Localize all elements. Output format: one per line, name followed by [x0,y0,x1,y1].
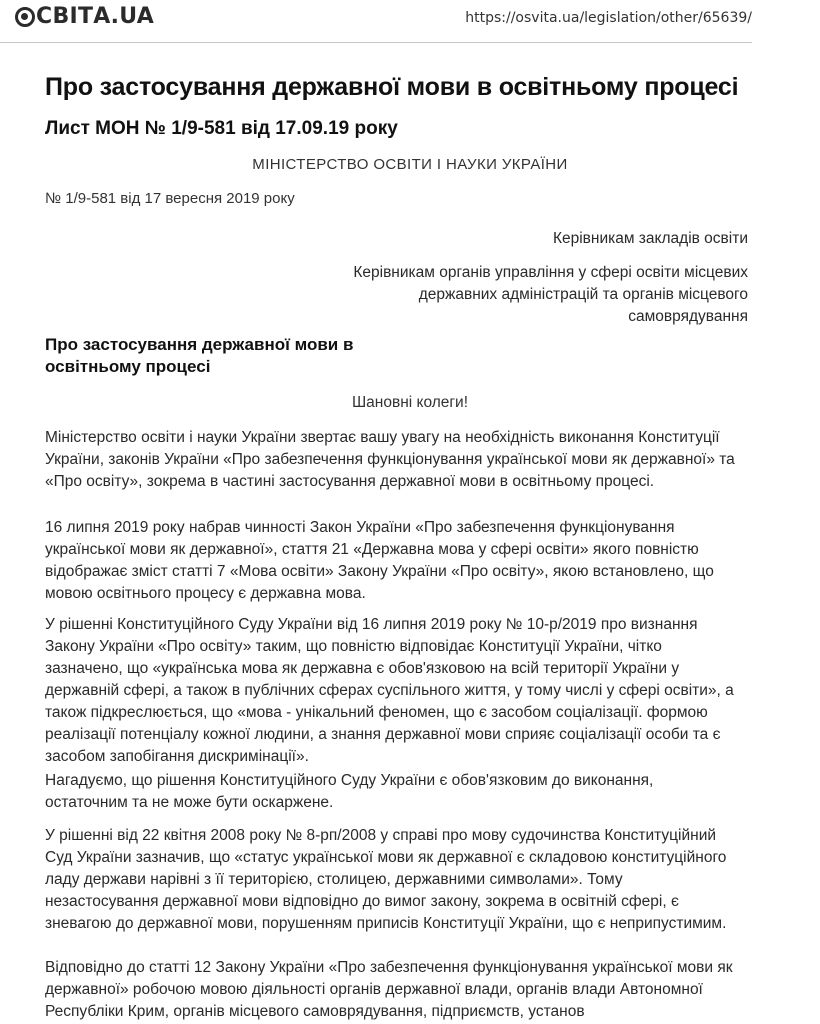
paragraph: Нагадуємо, що рішення Конституційного Суду України є обов'язковим до виконання, остаточним та не може бути оскаржене. [45,772,654,811]
paragraph: Відповідно до статті 12 Закону України «Про забезпечення функціонування української мови як державної» робочою мовою діяльності органів державної влади, органів влади Автономної Республіки Крим, органів місцевого самоврядування, підприємств, установ [45,959,733,1020]
paragraph: 16 липня 2019 року набрав чинності Закон України «Про забезпечення функціонування української мови як державної», стаття 21 «Державна мова у сфері освіти» якого повністю відображає зміст статті 7 «Мова освіти» Закону України «Про освіту», якою встановлено, що мовою освітнього процесу є державна мова. [45,519,714,602]
addressee-education-heads: Керівникам закладів освіти [552,230,748,247]
paragraph: Міністерство освіти і науки України звертає вашу увагу на необхідність виконання Конституції України, законів України «Про забезпечення функціонування української мови як державної» та «Про освіту», зокрема в частині застосування державної мови в освітньому процесі. [45,429,735,490]
header-divider [0,42,752,43]
paragraph: У рішенні Конституційного Суду України від 16 липня 2019 року № 10-р/2019 про визнання Закону України «Про освіту» таким, що повністю відповідає Конституції України, чітко зазначено, що «українська мова як державна є обов'язковою на всій території України у державній сфері, а також в публічних сферах суспільного життя, у тому числі у сфері освіти», а також підкреслюється, що «мова - унікальний феномен, що є засобом соціалізації. формою реалізації потенціалу кожної людини, а знання державної мови сприяє соціалізації особи та є засобом запобігання дискримінації». [45,616,734,765]
greeting: Шановні колеги! [351,394,469,411]
logo-o-icon [15,7,35,27]
letter-heading: Про застосування державної мови в освітньому процесі [45,335,354,376]
paragraph: У рішенні від 22 квітня 2008 року № 8-рп/2008 у справі про мову судочинства Конституційний Суд України зазначив, що «статус української мови як державної є складовою конституційного ладу держави нарівні з її територією, столицею, державними символами». Тому незастосування державної мови відповідно до вимог закону, зокрема в освітній сфері, є зневагою до державної мови, порушенням приписів Конституції України, що є неприпустимим. [45,827,727,932]
addressee-authorities: Керівникам органів управління у сфері освіти місцевих державних адміністрацій та органів місцевого самоврядування [353,264,748,325]
reference-number: № 1/9-581 від 17 вересня 2019 року [45,190,295,207]
osvita-logo[interactable] [15,4,154,29]
logo-text: СВІТА.UA [36,4,155,29]
document-subtitle: Лист МОН № 1/9-581 від 17.09.19 року [45,118,398,139]
ministry-name: МІНІСТЕРСТВО ОСВІТИ І НАУКИ УКРАЇНИ [252,156,568,173]
source-url[interactable]: https://osvita.ua/legislation/other/65639/ [465,10,752,26]
page-title: Про застосування державної мови в освітньому процесі [45,73,739,101]
